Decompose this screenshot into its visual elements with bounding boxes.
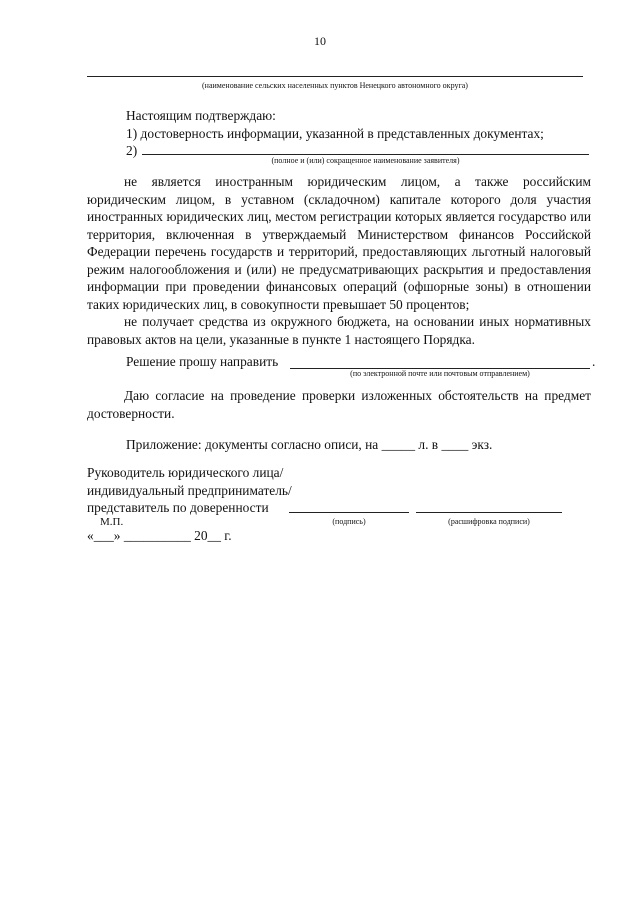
- signature-date: «___» __________ 20__ г.: [87, 528, 232, 543]
- statement-foreign-entity: не является иностранным юридическим лицом, а также российским юридическим лицом, в уставном (складочном) капитале которого доля участия иностранных юридических лиц, местом регистрации которых является государство или территория, включенная в утверждаемый Министерством финансов Российской Федерации перечень государств и территорий, предоставляющих льготный налоговый режим налогообложения и (или) не предусматривающих раскрытия и предоставления информации при проведении финансовых операций (офшорные зоны) в отношении таких юридических лиц, в совокупности превышает 50 процентов;: [87, 174, 591, 312]
- page-number: 10: [314, 34, 326, 48]
- confirmation-item-1: 1) достоверность информации, указанной в представленных документах;: [126, 126, 544, 141]
- attachment-sheets-blank: _____: [381, 437, 416, 452]
- attachment-end-text: экз.: [468, 437, 493, 452]
- attachment-text: Приложение: документы согласно описи, на: [126, 437, 379, 452]
- decision-period: .: [592, 354, 596, 369]
- signature-decoding-caption: (расшифровка подписи): [448, 517, 530, 526]
- settlement-name-caption: (наименование сельских населенных пунктов Ненецкого автономного округа): [202, 81, 468, 90]
- attachment-copies-blank: ____: [441, 437, 469, 452]
- signature-line: [289, 512, 409, 513]
- signature-caption: (подпись): [332, 517, 366, 526]
- confirmation-heading: Настоящим подтверждаю:: [126, 108, 276, 123]
- signature-decoding-line: [416, 512, 562, 513]
- decision-label: Решение прошу направить: [126, 354, 279, 369]
- confirmation-item-2-prefix: 2): [126, 143, 138, 158]
- statement-paragraphs: [87, 173, 591, 348]
- attachment-mid-text: л. в: [415, 437, 442, 452]
- settlement-name-line: [87, 76, 583, 77]
- consent-block: [87, 387, 591, 422]
- consent-text: Даю согласие на проведение проверки изложенных обстоятельств на предмет достоверности.: [87, 388, 591, 421]
- applicant-name-line: [142, 154, 589, 155]
- signer-line-1: Руководитель юридического лица/: [87, 465, 284, 480]
- attachment-line: [126, 436, 492, 454]
- applicant-name-caption: (полное и (или) сокращенное наименование заявителя): [271, 156, 460, 165]
- seal-placeholder: М.П.: [100, 516, 124, 528]
- decision-delivery-caption: (по электронной почте или почтовым отправлением): [350, 369, 530, 378]
- signer-line-2: индивидуальный предприниматель/: [87, 483, 292, 498]
- signer-line-3: представитель по доверенности: [87, 500, 269, 515]
- statement-no-budget-funds: не получает средства из окружного бюджета, на основании иных нормативных правовых актов на цели, указанные в пункте 1 настоящего Порядка.: [87, 314, 591, 347]
